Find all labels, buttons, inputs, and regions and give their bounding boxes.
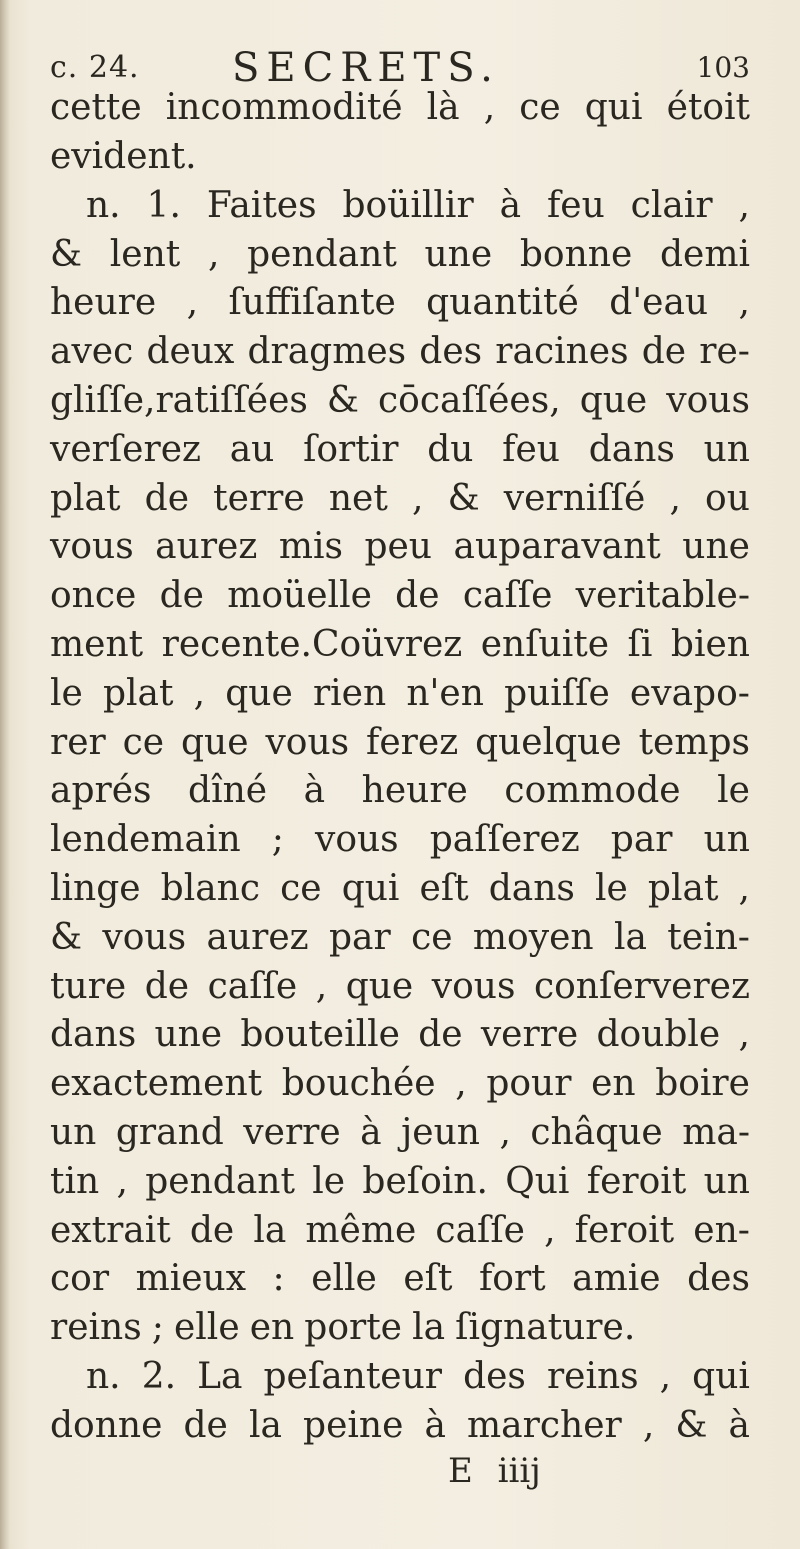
text-line bbox=[50, 916, 750, 960]
word: dragmes bbox=[247, 331, 407, 372]
word: peine bbox=[303, 1405, 404, 1446]
word: pendant bbox=[247, 234, 397, 275]
word: , bbox=[659, 1356, 672, 1397]
word: vous bbox=[314, 819, 399, 860]
word: à bbox=[728, 1405, 750, 1446]
text-line bbox=[50, 281, 750, 325]
word: feu bbox=[546, 185, 605, 226]
word: mieux bbox=[135, 1258, 247, 1299]
word: , bbox=[411, 478, 424, 519]
text-line bbox=[50, 379, 750, 423]
text-line bbox=[86, 1355, 750, 1399]
word: le bbox=[717, 770, 750, 811]
word: lent bbox=[109, 234, 181, 275]
word: , bbox=[483, 87, 496, 128]
word: dans bbox=[588, 429, 675, 470]
word: aurez bbox=[155, 526, 258, 567]
word: once bbox=[50, 575, 137, 616]
word: la bbox=[412, 1307, 446, 1348]
word: & bbox=[326, 380, 359, 421]
word: donne bbox=[50, 1405, 163, 1446]
word: qui bbox=[584, 87, 643, 128]
word: , bbox=[642, 1405, 655, 1446]
word: , bbox=[738, 1014, 750, 1055]
text-line bbox=[50, 1257, 750, 1301]
word: eſt bbox=[419, 868, 469, 909]
word: des bbox=[687, 1258, 750, 1299]
word: ture bbox=[50, 966, 127, 1007]
word: bouchée bbox=[281, 1063, 436, 1104]
word: conſerverez bbox=[533, 966, 750, 1007]
word: auparavant bbox=[453, 526, 661, 567]
word: d'eau bbox=[609, 282, 709, 323]
word: vous bbox=[50, 526, 134, 567]
word: , bbox=[315, 966, 328, 1007]
word: ſi bbox=[627, 624, 653, 665]
word: & bbox=[50, 917, 83, 958]
word: 2. bbox=[141, 1356, 177, 1397]
word: avec bbox=[50, 331, 134, 372]
word: re- bbox=[699, 331, 750, 372]
word: que bbox=[345, 966, 414, 1007]
word: verre bbox=[480, 1014, 579, 1055]
word: par bbox=[328, 917, 391, 958]
word: ment bbox=[50, 624, 144, 665]
word: veritable- bbox=[575, 575, 750, 616]
text-line bbox=[50, 1209, 750, 1253]
word: terre bbox=[213, 478, 305, 519]
word: vous bbox=[431, 966, 516, 1007]
word: evident. bbox=[50, 136, 197, 177]
word: de bbox=[144, 478, 190, 519]
word: blanc bbox=[160, 868, 261, 909]
word: bonne bbox=[519, 234, 633, 275]
word: rer bbox=[50, 722, 106, 763]
word: à bbox=[424, 1405, 446, 1446]
word: ce bbox=[411, 917, 453, 958]
text-line bbox=[50, 1111, 750, 1155]
text-line bbox=[50, 428, 750, 472]
word: linge bbox=[50, 868, 141, 909]
word: caſſe bbox=[462, 575, 553, 616]
word: quelque bbox=[475, 722, 622, 763]
word: un bbox=[703, 1161, 750, 1202]
word: qui bbox=[341, 868, 400, 909]
text-line bbox=[50, 330, 750, 374]
word: n. bbox=[86, 1356, 121, 1397]
word: ferez bbox=[366, 722, 459, 763]
word: plat bbox=[102, 673, 174, 714]
word: ſignature. bbox=[455, 1307, 636, 1348]
text-line bbox=[50, 1306, 750, 1350]
word: de bbox=[183, 1405, 228, 1446]
word: deux bbox=[146, 331, 235, 372]
word: verniſſé bbox=[503, 478, 646, 519]
word: vous bbox=[265, 722, 350, 763]
word: ou bbox=[705, 478, 750, 519]
word: exactement bbox=[50, 1063, 263, 1104]
word: boire bbox=[655, 1063, 750, 1104]
word: vous bbox=[102, 917, 187, 958]
word: demi bbox=[660, 234, 750, 275]
word: feu bbox=[502, 429, 560, 470]
word: que bbox=[579, 380, 648, 421]
word: , bbox=[738, 185, 750, 226]
word: ſuffiſante bbox=[228, 282, 396, 323]
text-line bbox=[50, 623, 750, 667]
word: Faites bbox=[206, 185, 317, 226]
word: bien bbox=[670, 624, 750, 665]
word: en bbox=[591, 1063, 636, 1104]
word: dans bbox=[50, 1014, 137, 1055]
word: de bbox=[641, 331, 687, 372]
word: à bbox=[499, 185, 522, 226]
word: un bbox=[703, 429, 750, 470]
text-line bbox=[50, 1062, 750, 1106]
word: caſſe bbox=[435, 1210, 525, 1251]
word: des bbox=[463, 1356, 526, 1397]
word: , bbox=[544, 1210, 556, 1251]
word: ; bbox=[271, 819, 284, 860]
word: extrait bbox=[50, 1210, 171, 1251]
word: un bbox=[50, 1112, 97, 1153]
word: une bbox=[682, 526, 750, 567]
word: un bbox=[703, 819, 750, 860]
word: & bbox=[50, 234, 83, 275]
word: plat bbox=[647, 868, 719, 909]
word: & bbox=[675, 1405, 708, 1446]
word: double bbox=[596, 1014, 721, 1055]
word: , bbox=[499, 1112, 511, 1153]
word: au bbox=[229, 429, 275, 470]
word: de bbox=[144, 966, 190, 1007]
word: reins bbox=[546, 1356, 639, 1397]
text-line bbox=[50, 721, 750, 765]
word: cor bbox=[50, 1258, 110, 1299]
word: Qui bbox=[505, 1161, 570, 1202]
word: heure bbox=[50, 282, 157, 323]
word: le bbox=[50, 673, 83, 714]
text-line bbox=[50, 867, 750, 911]
word: gliſſe,ratiſſées bbox=[50, 380, 308, 421]
word: & bbox=[447, 478, 480, 519]
word: que bbox=[181, 722, 249, 763]
word: racines bbox=[495, 331, 629, 372]
word: ſortir bbox=[303, 429, 399, 470]
text-line bbox=[50, 1404, 750, 1448]
word: aurez bbox=[206, 917, 309, 958]
text-line bbox=[50, 1013, 750, 1057]
word: clair bbox=[630, 185, 713, 226]
word: grand bbox=[115, 1112, 224, 1153]
word: en bbox=[249, 1307, 295, 1348]
word: commode bbox=[504, 770, 681, 811]
text-line bbox=[50, 233, 750, 277]
text-line bbox=[50, 1160, 750, 1204]
word: porte bbox=[304, 1307, 402, 1348]
word: net bbox=[328, 478, 388, 519]
word: caſſe bbox=[207, 966, 298, 1007]
word: beſoin. bbox=[362, 1161, 488, 1202]
word: , bbox=[738, 282, 750, 323]
catchword: E iiij bbox=[448, 1451, 541, 1491]
word: qui bbox=[692, 1356, 750, 1397]
word: de bbox=[189, 1210, 235, 1251]
word: cōcaſſées, bbox=[378, 380, 561, 421]
word: vous bbox=[666, 380, 750, 421]
text-line bbox=[50, 769, 750, 813]
word: tin bbox=[50, 1161, 100, 1202]
word: recente.Coüvrez bbox=[161, 624, 463, 665]
word: , bbox=[193, 673, 206, 714]
text-line bbox=[50, 672, 750, 716]
word: eſt bbox=[403, 1258, 453, 1299]
word: verſerez bbox=[50, 429, 201, 470]
text-line bbox=[50, 86, 750, 130]
word: amie bbox=[572, 1258, 661, 1299]
word: ce bbox=[122, 722, 165, 763]
word: heure bbox=[361, 770, 468, 811]
word: dîné bbox=[188, 770, 268, 811]
word: dans bbox=[488, 868, 575, 909]
word: rien bbox=[312, 673, 387, 714]
word: peſanteur bbox=[263, 1356, 443, 1397]
word: à bbox=[360, 1112, 382, 1153]
word: plat bbox=[50, 478, 121, 519]
text-line bbox=[50, 818, 750, 862]
word: en- bbox=[693, 1210, 750, 1251]
word: paſſerez bbox=[429, 819, 580, 860]
word: du bbox=[427, 429, 474, 470]
word: incommodité bbox=[165, 87, 403, 128]
word: puiſſe bbox=[504, 673, 610, 714]
word: ; bbox=[151, 1307, 164, 1348]
word: lendemain bbox=[50, 819, 241, 860]
word: , bbox=[455, 1063, 467, 1104]
word: cette bbox=[50, 87, 142, 128]
word: , bbox=[116, 1161, 128, 1202]
word: La bbox=[197, 1356, 243, 1397]
word: bouteille bbox=[240, 1014, 400, 1055]
word: là bbox=[426, 87, 460, 128]
word: de bbox=[418, 1014, 463, 1055]
word: tein- bbox=[667, 917, 750, 958]
word: : bbox=[272, 1258, 285, 1299]
word: la bbox=[253, 1210, 287, 1251]
word: une bbox=[154, 1014, 223, 1055]
word: de bbox=[395, 575, 440, 616]
word: aprés bbox=[50, 770, 152, 811]
word: elle bbox=[311, 1258, 377, 1299]
running-title: SECRETS. bbox=[232, 45, 500, 91]
text-line bbox=[50, 965, 750, 1009]
word: une bbox=[424, 234, 493, 275]
word: , bbox=[669, 478, 681, 519]
word: pour bbox=[486, 1063, 572, 1104]
word: enſuite bbox=[480, 624, 610, 665]
word: pendant bbox=[145, 1161, 295, 1202]
word: ce bbox=[280, 868, 322, 909]
word: des bbox=[419, 331, 483, 372]
word: le bbox=[312, 1161, 346, 1202]
word: jeun bbox=[401, 1112, 480, 1153]
word: ma- bbox=[682, 1112, 750, 1153]
word: mis bbox=[278, 526, 343, 567]
text-line bbox=[50, 135, 750, 179]
word: par bbox=[610, 819, 673, 860]
word: de bbox=[159, 575, 204, 616]
text-line bbox=[50, 525, 750, 569]
word: n. bbox=[86, 185, 121, 226]
word: moüelle bbox=[227, 575, 372, 616]
word: evapo- bbox=[629, 673, 750, 714]
word: n'en bbox=[406, 673, 484, 714]
word: à bbox=[303, 770, 326, 811]
word: la bbox=[248, 1405, 282, 1446]
word: reins bbox=[50, 1307, 142, 1348]
word: ce bbox=[519, 87, 561, 128]
word: , bbox=[186, 282, 199, 323]
word: elle bbox=[173, 1307, 240, 1348]
word: feroit bbox=[586, 1161, 687, 1202]
word: moyen bbox=[472, 917, 594, 958]
word: que bbox=[225, 673, 293, 714]
word: 1. bbox=[146, 185, 181, 226]
word: châque bbox=[530, 1112, 663, 1153]
text-line bbox=[50, 574, 750, 618]
word: , bbox=[738, 868, 750, 909]
word: la bbox=[613, 917, 647, 958]
word: marcher bbox=[467, 1405, 622, 1446]
word: étoit bbox=[666, 87, 750, 128]
word: boüillir bbox=[342, 185, 474, 226]
word: fort bbox=[478, 1258, 546, 1299]
word: le bbox=[595, 868, 628, 909]
word: , bbox=[207, 234, 220, 275]
text-line bbox=[86, 184, 750, 228]
word: quantité bbox=[426, 282, 579, 323]
text-line bbox=[50, 477, 750, 521]
word: verre bbox=[243, 1112, 341, 1153]
word: temps bbox=[638, 722, 750, 763]
chapter-signature: c. 24. bbox=[50, 50, 140, 85]
page-number: 103 bbox=[696, 51, 750, 84]
word: peu bbox=[364, 526, 432, 567]
word: feroit bbox=[574, 1210, 675, 1251]
word: même bbox=[305, 1210, 417, 1251]
binding-edge bbox=[0, 0, 10, 1549]
